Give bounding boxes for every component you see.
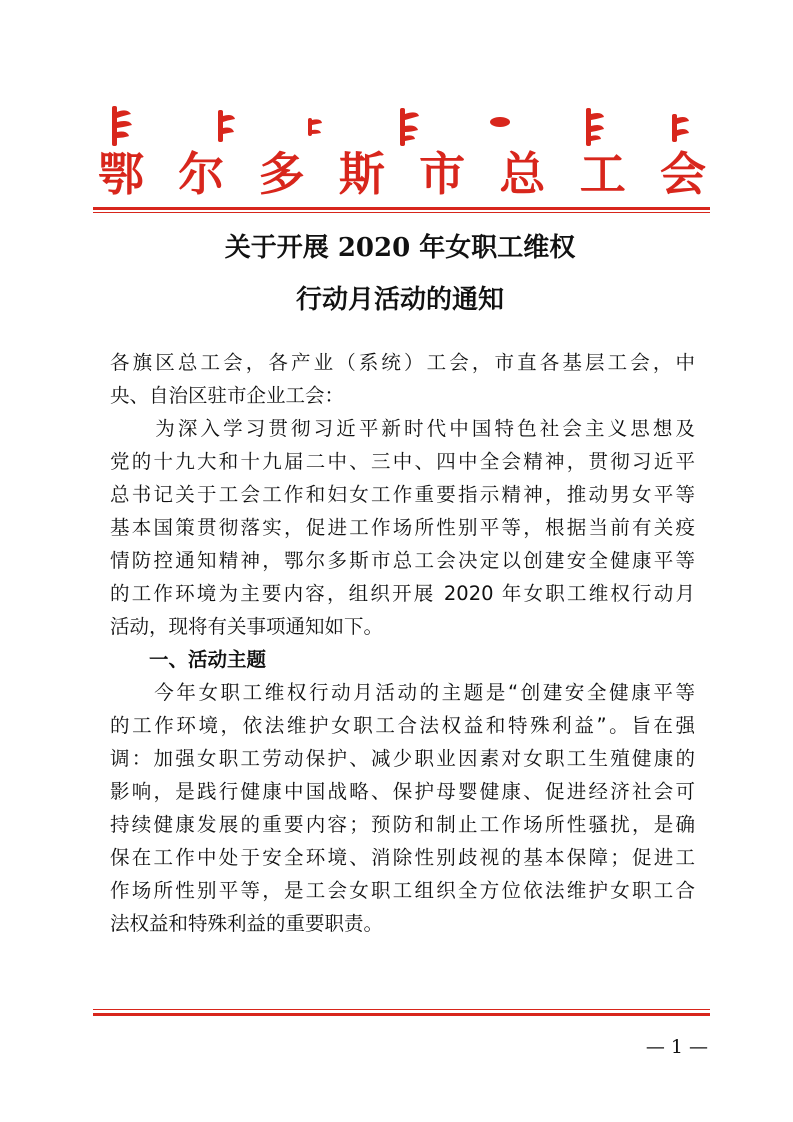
org-char: 市 (419, 147, 466, 201)
document-title-line-2: 行动月活动的通知 (295, 285, 504, 315)
body-line: 今年女职工维权行动月活动的主题是“创建安全健康平等 (110, 681, 695, 704)
org-char: 尔 (178, 147, 225, 201)
body-line: 作场所性别平等，是工会女职工组织全方位依法维护女职工合 (110, 879, 695, 902)
body-line: 法权益和特殊利益的重要职责。 (110, 912, 384, 935)
mongolian-script-logo (100, 104, 700, 148)
section-heading: 一、活动主题 (110, 648, 267, 671)
org-char: 多 (258, 147, 305, 201)
org-char: 会 (659, 147, 706, 201)
body-line: 为深入学习贯彻习近平新时代中国特色社会主义思想及 (110, 417, 695, 440)
body-line: 持续健康发展的重要内容；预防和制止工作场所性骚扰，是确 (110, 813, 695, 836)
body-line: 的工作环境为主要内容，组织开展 2020 年女职工维权行动月 (110, 582, 695, 605)
footer-rule-thick (93, 1013, 710, 1016)
body-line: 情防控通知精神，鄂尔多斯市总工会决定以创建安全健康平等 (110, 549, 695, 572)
header-rule-thick (93, 207, 710, 210)
org-char: 斯 (338, 147, 385, 201)
document-title-line-1: 关于开展 2020 年女职工维权 (224, 233, 576, 263)
footer-rule-thin (93, 1009, 710, 1010)
org-char: 工 (579, 147, 626, 201)
body-line: 党的十九大和十九届二中、三中、四中全会精神，贯彻习近平 (110, 450, 695, 473)
body-line: 保在工作中处于安全环境、消除性别歧视的基本保障；促进工 (110, 846, 695, 869)
body-line: 央、自治区驻市企业工会： (110, 384, 345, 407)
header-rule-thin (93, 212, 710, 213)
body-line: 调：加强女职工劳动保护、减少职业因素对女职工生殖健康的 (110, 747, 695, 770)
body-line: 活动，现将有关事项通知如下。 (110, 615, 384, 638)
page-number: — 1 — (645, 1036, 708, 1058)
org-char: 总 (499, 147, 546, 201)
body-line: 总书记关于工会工作和妇女工作重要指示精神，推动男女平等 (110, 483, 695, 506)
body-line: 影响，是践行健康中国战略、保护母婴健康、促进经济社会可 (110, 780, 695, 803)
body-line: 的工作环境，依法维护女职工合法权益和特殊利益”。旨在强 (110, 714, 695, 737)
body-line: 基本国策贯彻落实，促进工作场所性别平等，根据当前有关疫 (110, 516, 695, 539)
organization-name (96, 148, 708, 200)
org-char: 鄂 (98, 147, 144, 201)
body-line: 各旗区总工会，各产业（系统）工会，市直各基层工会，中 (110, 351, 695, 374)
